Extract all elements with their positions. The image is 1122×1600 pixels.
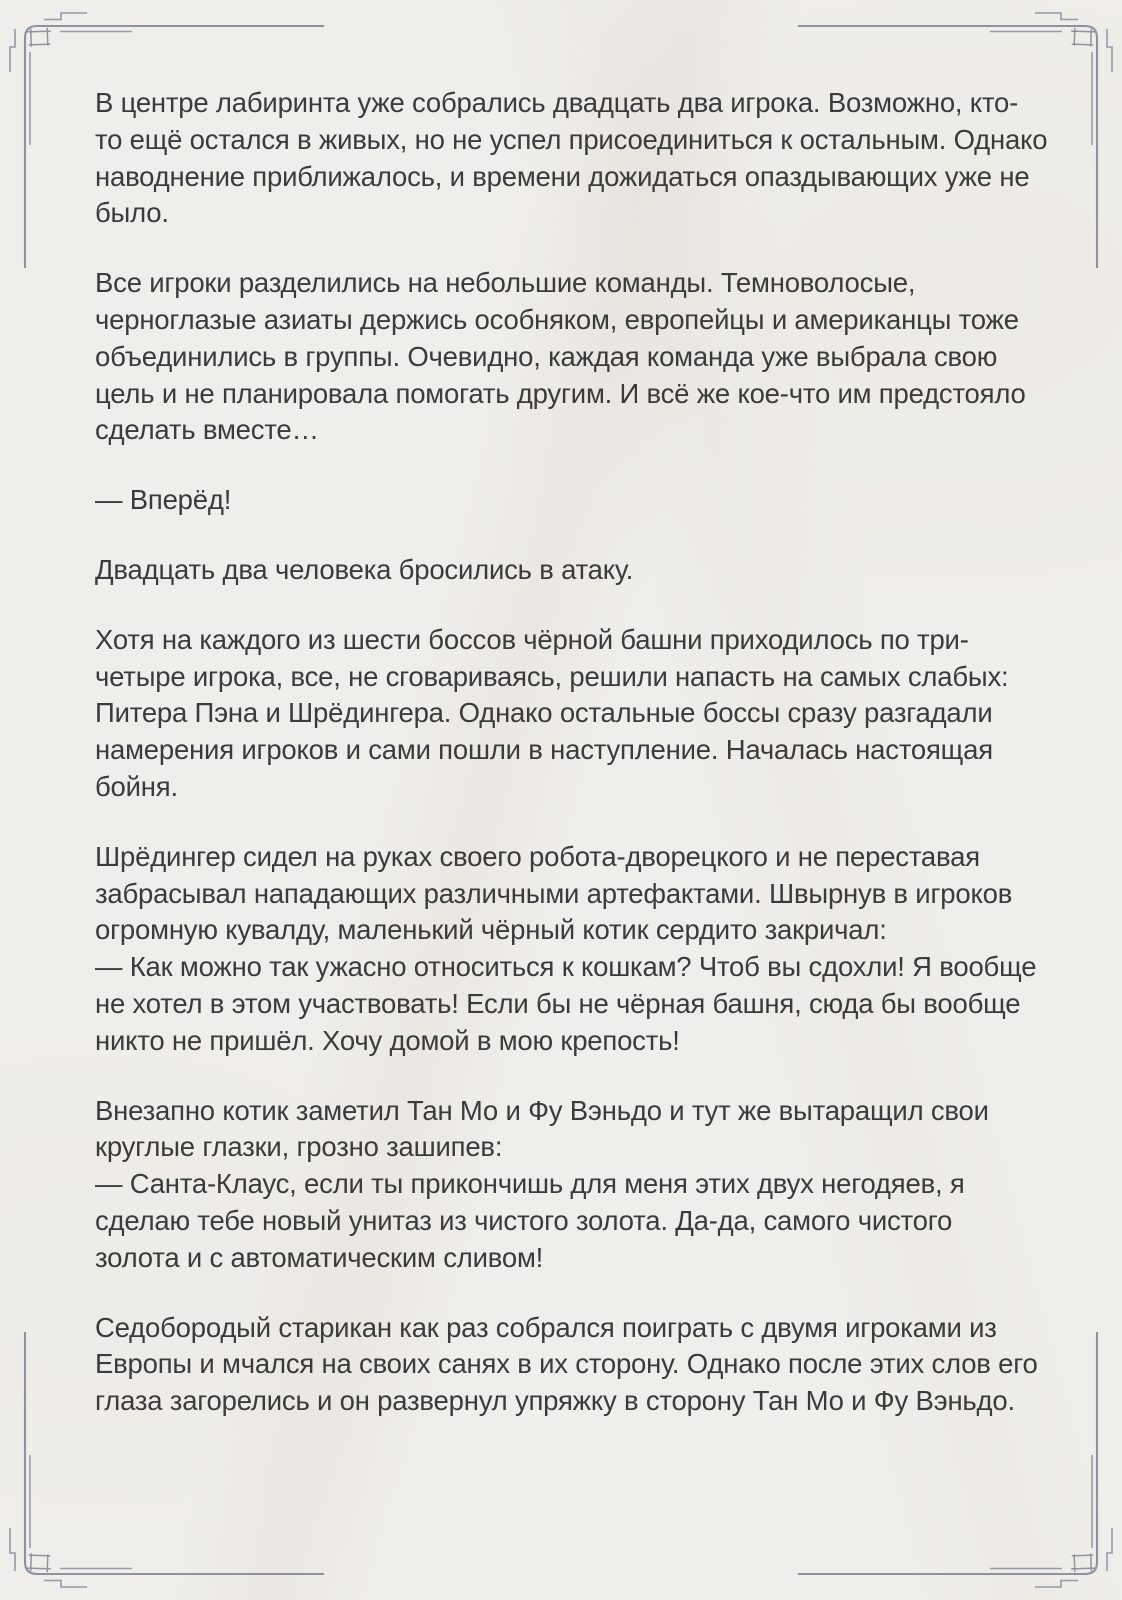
text-line: круглые глазки, грозно зашипев: <box>95 1131 503 1163</box>
text-line: огромную кувалду, маленький чёрный котик сердито закричал: <box>95 914 887 946</box>
text-line: никто не пришёл. Хочу домой в мою крепость! <box>95 1024 680 1056</box>
text-line: Питера Пэна и Шрёдингера. Однако остальные боссы сразу разгадали <box>95 697 993 729</box>
text-line: то ещё остался в живых, но не успел присоединиться к остальным. Однако <box>95 123 1048 155</box>
text-line: забрасывал нападающих различными артефактами. Швырнув в игроков <box>95 877 1013 909</box>
paragraph <box>95 622 1030 806</box>
text-line: Седобородый старикан как раз собрался поиграть с двумя игроками из <box>95 1311 997 1343</box>
text-line: сделаю тебе новый унитаз из чистого золота. Да-да, самого чистого <box>95 1204 953 1236</box>
paragraph <box>95 839 1037 1060</box>
text-line: В центре лабиринта уже собрались двадцать два игрока. Возможно, кто- <box>95 87 1019 118</box>
text-line: Европы и мчался на своих санях в их сторону. Однако после этих слов его <box>95 1348 1038 1380</box>
text-line: — Вперёд! <box>95 484 232 516</box>
text-line: намерения игроков и сами пошли в наступление. Началась настоящая <box>95 734 993 766</box>
text-line: черноглазые азиаты держись особняком, европейцы и американцы тоже <box>95 303 1019 335</box>
text-line: цель и не планировала помогать другим. И всё же кое-что им предстояло <box>95 377 1026 409</box>
text-line: было. <box>95 197 169 229</box>
text-line: сделать вместе… <box>95 414 319 446</box>
page-text <box>95 85 1048 1453</box>
text-line: наводнение приближалось, и времени дожидаться опаздывающих уже не <box>95 160 1030 192</box>
text-line: — Санта-Клаус, если ты прикончишь для меня этих двух негодяев, я <box>95 1168 965 1200</box>
text-line: Внезапно котик заметил Тан Мо и Фу Вэньдо и тут же вытаращил свои <box>95 1094 989 1126</box>
text-line: Шрёдингер сидел на руках своего робота-дворецкого и не переставая <box>95 840 980 872</box>
paragraph <box>95 552 1030 589</box>
text-line: объединились в группы. Очевидно, каждая команда уже выбрала свою <box>95 340 998 372</box>
text-line: четыре игрока, все, не сговариваясь, решили напасть на самых слабых: <box>95 660 1009 692</box>
text-line: Хотя на каждого из шести боссов чёрной башни приходилось по три- <box>95 623 969 655</box>
text-line: — Как можно так ужасно относиться к кошкам? Чтоб вы сдохли! Я вообще <box>95 951 1037 983</box>
paragraph <box>95 1093 1030 1277</box>
text-line: глаза загорелись и он развернул упряжку в сторону Тан Мо и Фу Вэньдо. <box>95 1385 1015 1417</box>
paragraph <box>95 1310 1038 1420</box>
paragraph <box>95 482 1030 519</box>
paragraph <box>95 85 1048 232</box>
text-line: бойня. <box>95 770 178 802</box>
text-line: Все игроки разделились на небольшие команды. Темноволосые, <box>95 267 916 299</box>
paragraph <box>95 265 1030 449</box>
text-line: Двадцать два человека бросились в атаку. <box>95 553 634 585</box>
text-line: не хотел в этом участвовать! Если бы не чёрная башня, сюда бы вообще <box>95 987 1021 1019</box>
text-line: золота и с автоматическим сливом! <box>95 1241 544 1273</box>
